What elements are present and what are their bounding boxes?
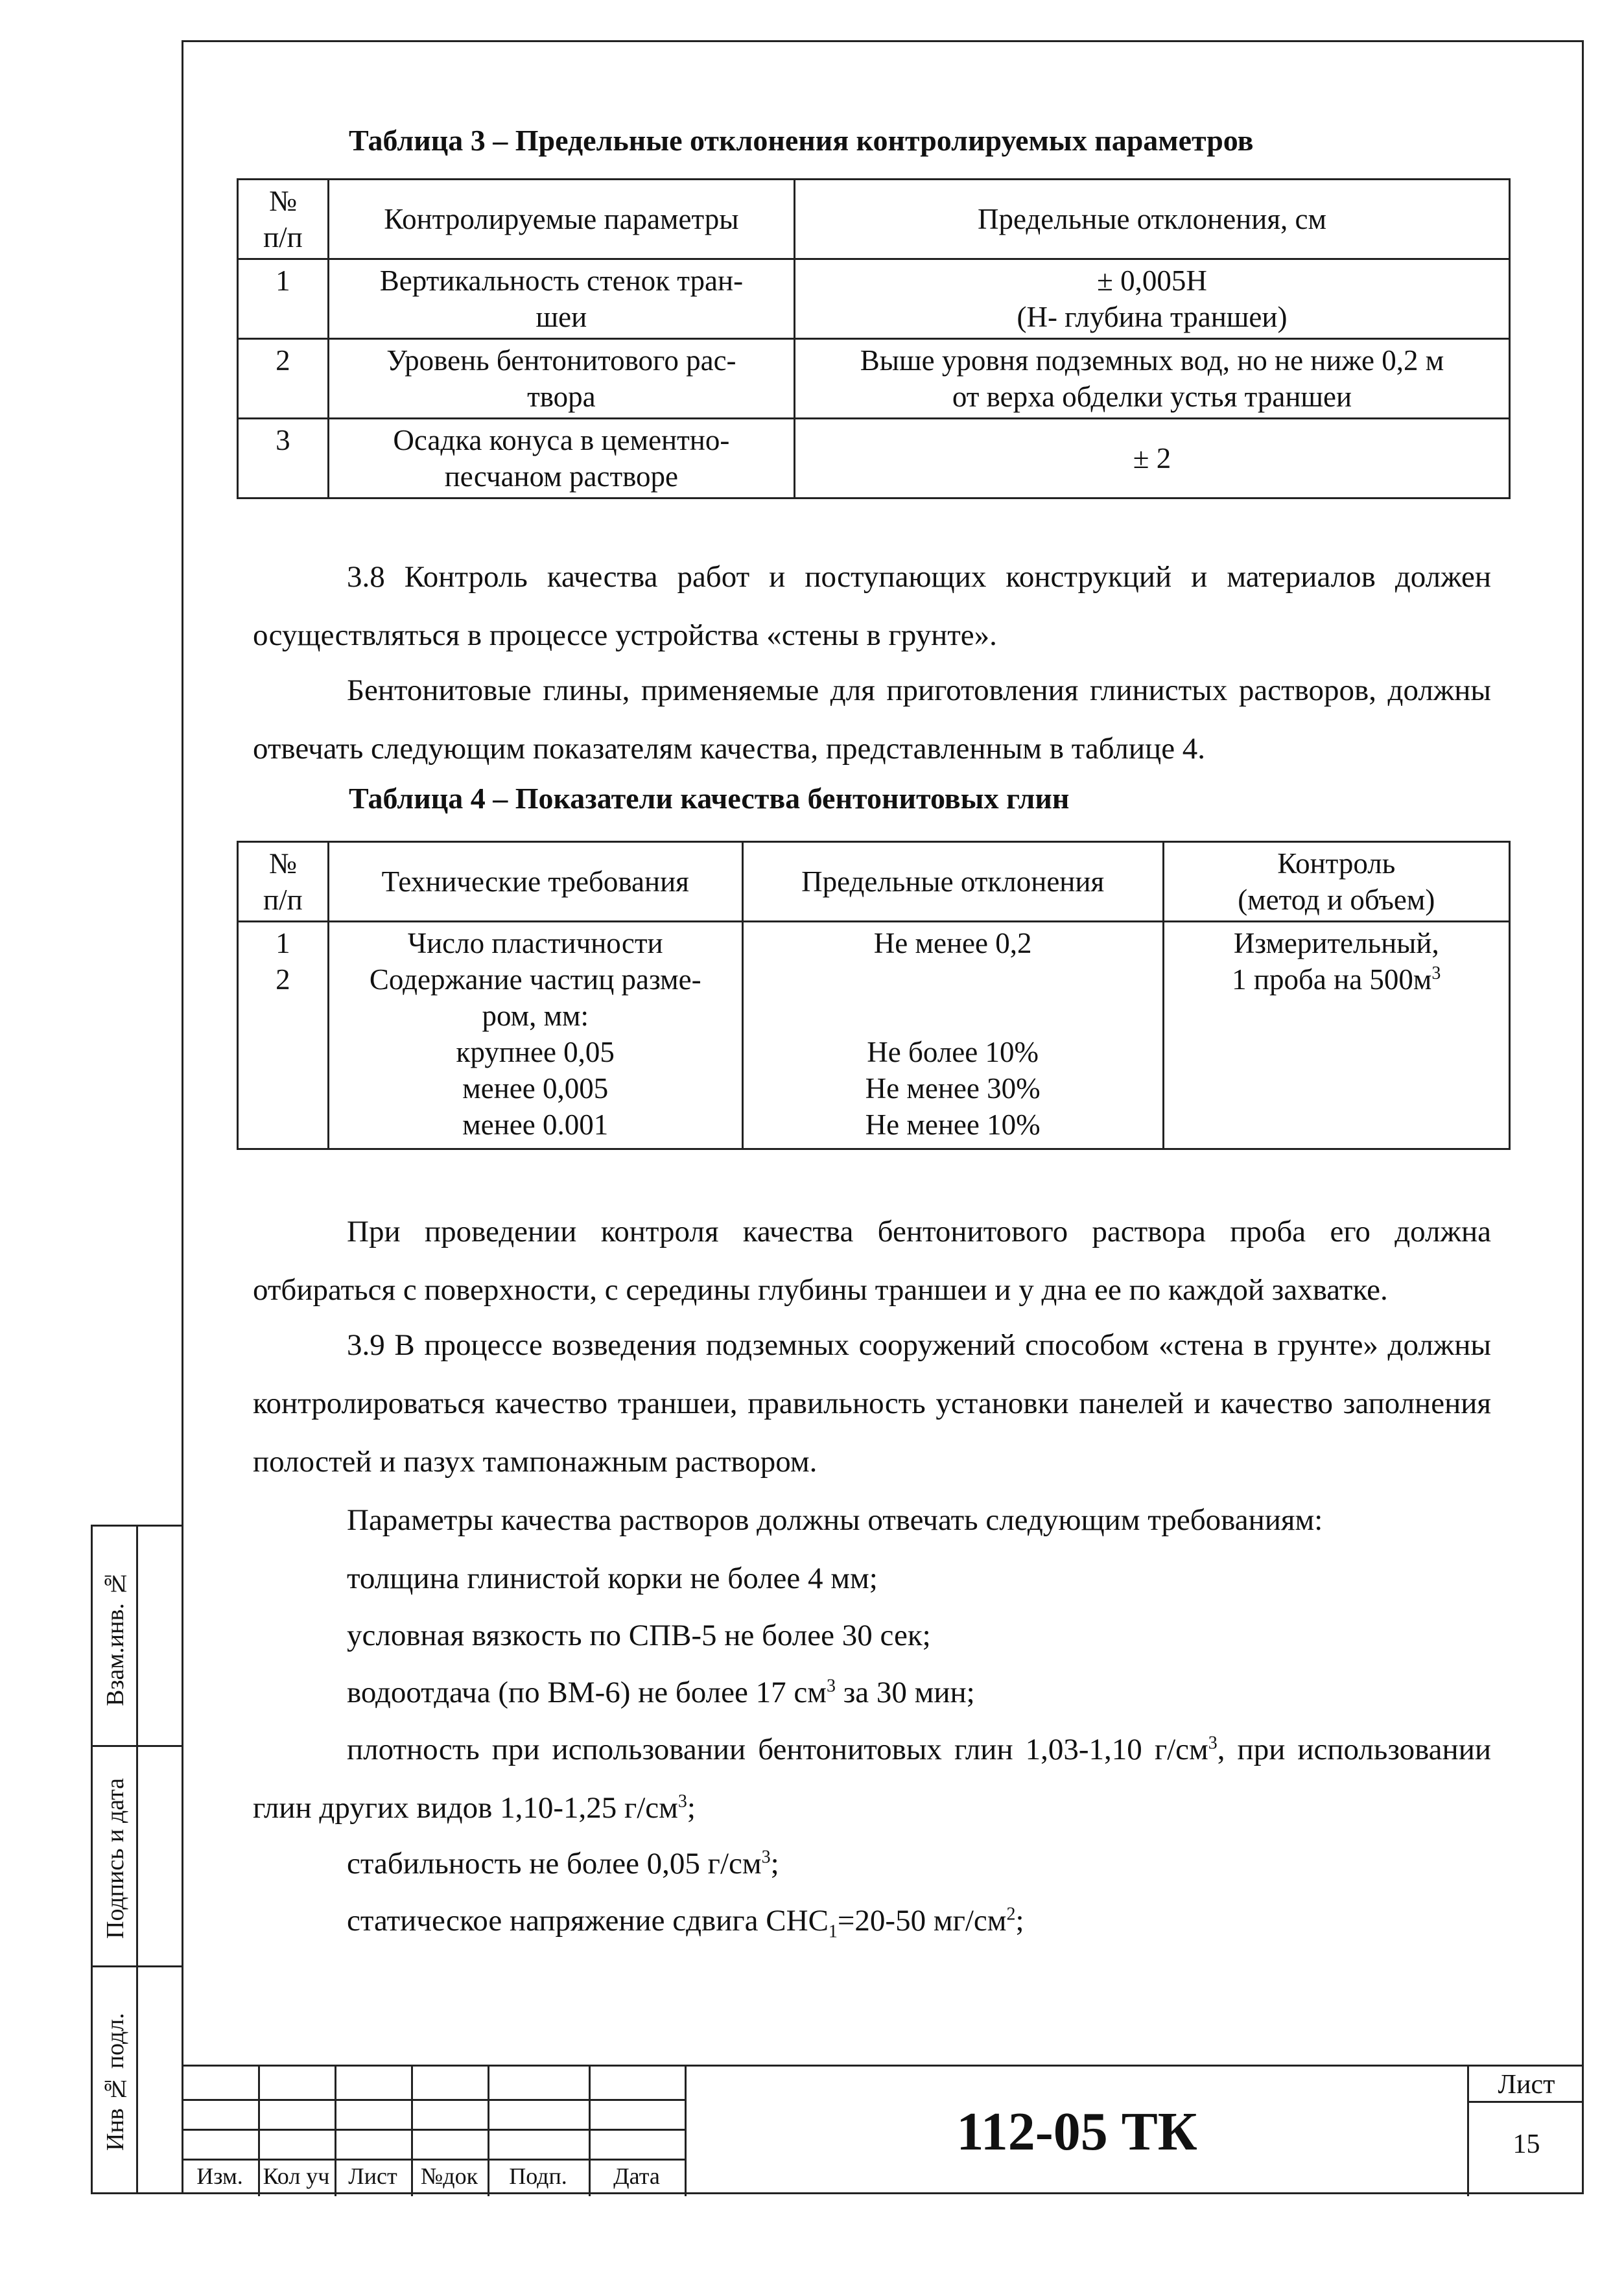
side-label-inv-orig: Инв № подл.	[102, 2013, 129, 2151]
control-method: Измерительный,	[1233, 927, 1439, 959]
paragraph-clays: Бентонитовые глины, применяемые для приготовления глинистых растворов, должны отвечать следующим показателям качества, представленным в таблице 4.	[253, 674, 1491, 766]
req-density: плотность при использовании бентонитовых глин 1,03-1,10 $г/см^3$, при использовании глин других видов 1,10-1,25 $г/см^3$;	[253, 1733, 1491, 1825]
title-block-grid	[182, 2067, 685, 2196]
paragraph-sampling: При проведении контроля качества бентонитового раствора проба его должна отбираться с поверхности, с середины глубины траншеи и у дна ее по каждой захватке.	[253, 1215, 1491, 1307]
stamp-header-change: Изм.	[196, 2163, 243, 2189]
req-viscosity: условная вязкость по СПВ-5 не более 30 сек;	[347, 1619, 931, 1652]
stamp-header-count: Кол уч	[263, 2163, 330, 2189]
req-crust: толщина глинистой корки не более 4 мм;	[347, 1562, 878, 1595]
stamp-header-doc: №док	[420, 2163, 478, 2189]
sheet-label: Лист	[1469, 2067, 1584, 2103]
table3-header-cell: Предельные отклонения, см	[794, 180, 1509, 259]
table3-cell: 2	[238, 339, 329, 419]
table4-header-row	[238, 842, 1510, 922]
superscript: 3	[1431, 963, 1441, 983]
side-label-sign-date: Подпись и дата	[102, 1777, 129, 1939]
table3-row	[238, 259, 1510, 339]
table4-header-cell: Контроль (метод и объем)	[1163, 842, 1509, 922]
paragraph-3-8: 3.8 Контроль качества работ и поступающих конструкций и материалов должен осуществляться в процессе устройства «стены в грунте».	[253, 560, 1491, 652]
table3-cell: Выше уровня подземных вод, но не ниже 0,2 м от верха обделки устья траншеи	[794, 339, 1509, 419]
side-strip	[91, 1525, 182, 2194]
table4-header-cell: № п/п	[238, 842, 329, 922]
table3-cell: ± 0,005Н (Н- глубина траншеи)	[794, 259, 1509, 339]
table4-header-cell: Предельные отклонения	[742, 842, 1163, 922]
table3	[237, 178, 1511, 499]
table3-cell: ± 2	[794, 419, 1509, 498]
table3-header-cell: Контролируемые параметры	[328, 180, 794, 259]
sheet-number: 15	[1512, 2129, 1540, 2159]
table3-cell: Вертикальность стенок тран- шеи	[328, 259, 794, 339]
side-label-replace-inv: Взам.инв. №	[102, 1569, 129, 1706]
paragraph-3-9: 3.9 В процессе возведения подземных сооружений способом «стена в грунте» должны контролироваться качество траншеи, правильность установки панелей и качество заполнения полостей и пазух тампонажным раствором.	[253, 1328, 1491, 1479]
document-code: 112-05 ТК	[685, 2067, 1469, 2196]
table4-cell-requirements: Число пластичности Содержание частиц разме- ром, мм: крупнее 0,05 менее 0,005 менее 0.001	[328, 922, 742, 1149]
req-shear: статическое напряжение сдвига $СНС_1=20-50$ $мг/см^2$;	[347, 1904, 1024, 1942]
table4-cell-deviations: Не менее 0,2 Не более 10% Не менее 30% Не менее 10%	[742, 922, 1163, 1149]
table4	[237, 841, 1511, 1150]
control-volume: 1 проба на 500м	[1232, 963, 1432, 996]
stamp-header-date: Дата	[613, 2163, 660, 2189]
table3-cell: 3	[238, 419, 329, 498]
side-cell-inv	[91, 1965, 182, 2194]
table4-cell-control	[1163, 922, 1509, 1149]
req-water-loss: водоотдача (по ВМ-6) не более 17 $см^3$ за 30 мин;	[347, 1676, 975, 1709]
table3-header-row	[238, 180, 1510, 259]
stamp-header-sheet: Лист	[348, 2163, 397, 2189]
sheet-box	[1469, 2067, 1584, 2196]
table4-header-cell: Технические требования	[328, 842, 742, 922]
table4-body-row	[238, 922, 1510, 1149]
table4-cell-number: 1 2	[238, 922, 329, 1149]
paragraph-params: Параметры качества растворов должны отвечать следующим требованиям:	[347, 1503, 1323, 1537]
table3-caption: Таблица 3 – Предельные отклонения контролируемых параметров	[349, 124, 1254, 157]
table3-cell: Осадка конуса в цементно- песчаном растворе	[328, 419, 794, 498]
table3-cell: Уровень бентонитового рас- твора	[328, 339, 794, 419]
side-cell-replace	[91, 1525, 182, 1747]
table3-row	[238, 339, 1510, 419]
table3-cell: 1	[238, 259, 329, 339]
table3-header-cell: № п/п	[238, 180, 329, 259]
side-cell-sign	[91, 1745, 182, 1967]
table4-caption: Таблица 4 – Показатели качества бентонитовых глин	[349, 782, 1070, 815]
req-stability: стабильность не более 0,05 $г/см^3$;	[347, 1847, 779, 1881]
table3-row	[238, 419, 1510, 498]
stamp-header-sign: Подп.	[509, 2163, 567, 2189]
title-block	[182, 2065, 1584, 2194]
